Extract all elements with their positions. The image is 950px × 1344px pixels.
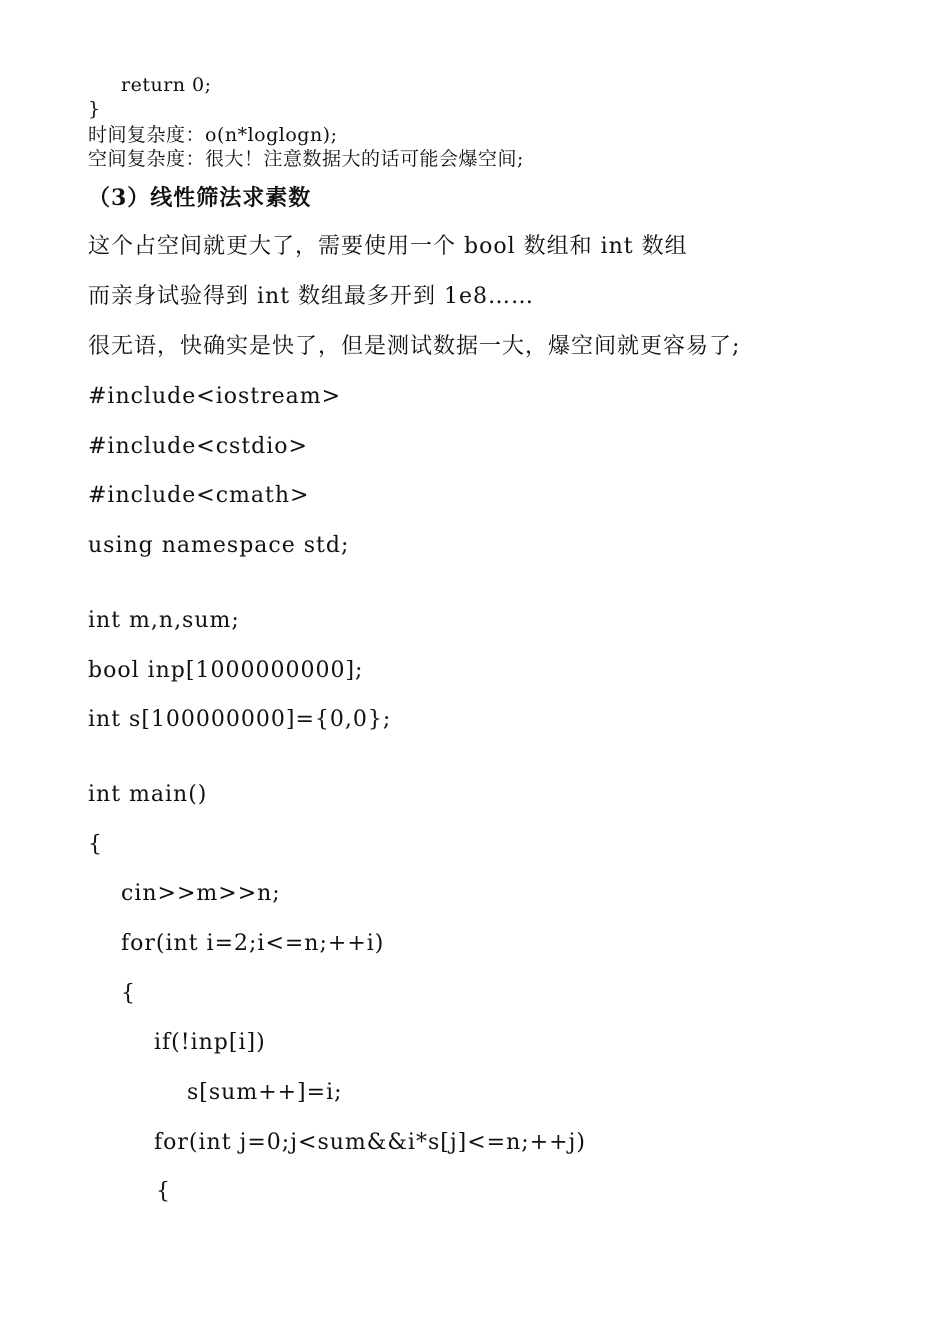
code-line: #include<cstdio> [88,434,308,459]
paragraph-3: 很无语，快确实是快了，但是测试数据一大，爆空间就更容易了; [88,334,741,359]
paragraph-2: 而亲身试验得到 int 数组最多开到 1e8…… [88,284,535,309]
code-line: #include<cmath> [88,483,310,508]
code-line: cin>>m>>n; [121,881,281,906]
code-line: int m,n,sum; [88,608,240,633]
code-line: s[sum++]=i; [187,1080,343,1105]
code-line: int s[100000000]={0,0}; [88,707,392,732]
code-line: using namespace std; [88,533,350,558]
paragraph-1: 这个占空间就更大了，需要使用一个 bool 数组和 int 数组 [88,234,688,259]
code-line: for(int j=0;j<sum&&i*s[j]<=n;++j) [154,1130,586,1155]
code-line: { [121,981,136,1006]
section-heading: （3）线性筛法求素数 [88,185,312,211]
code-return-line: return 0; [121,74,212,96]
code-line: int main() [88,782,208,807]
code-line: { [156,1179,171,1204]
space-complexity-text: 空间复杂度：很大！注意数据大的话可能会爆空间; [88,148,524,170]
code-line: if(!inp[i]) [154,1030,266,1055]
code-line: { [88,832,103,857]
time-complexity-text: 时间复杂度：o(n*loglogn); [88,124,338,146]
code-line: #include<iostream> [88,384,342,409]
code-close-brace: } [88,98,101,120]
code-line: bool inp[1000000000]; [88,658,364,683]
code-line: for(int i=2;i<=n;++i) [121,931,385,956]
